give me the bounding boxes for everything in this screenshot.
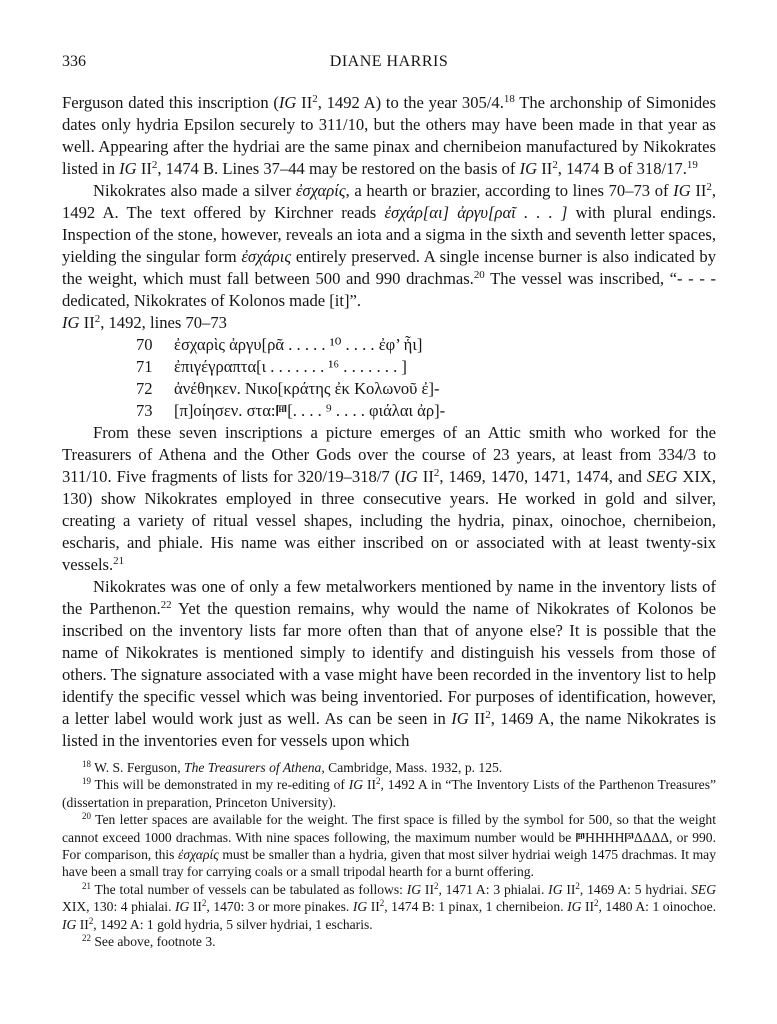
paragraph-4: Nikokrates was one of only a few metalworkers mentioned by name in the inventory lists of the Parthenon.$^{22}$ Yet the question remains, why would the name of Nikokrates of Kolonos be inscribed on the inventory lists far more often than that of anyone else? It is possible that the name of Nikokrates is mentioned simply to identify and distinguish his vessels from those of others. The signature associated with a vase might have been recorded in the inventory list to help identify the specific vessel which was being inventoried. For purposes of identification, however, a letter label would work just as well. As can be seen in IG $II^2$, 1469 A, the name Nikokrates is listed in the inventories even for vessels upon which bbox=[62, 577, 716, 750]
footnote-21: $^{21}$ The total number of vessels can be tabulated as follows: IG $II^2$, 1471 A: 3 phialai. IG $II^2$, 1469 A: 5 hydriai. SEG XIX, 130: 4 phialai. IG $II^2$, 1470: 3 or more pinakes. IG $II^2$, 1474 B: 1 pinax, 1 chernibeion. IG $II^2$, 1480 A: 1 oinochoe. IG $II^2$, 1492 A: 1 gold hydria, 5 silver hydriai, 1 escharis. bbox=[62, 880, 717, 932]
line-text: ἀνέθηκεν. Νικο[κράτης ἐκ Κολωνοῦ ἐ]- bbox=[174, 379, 440, 398]
running-head-author: DIANE HARRIS bbox=[329, 53, 449, 70]
inscription-line bbox=[62, 334, 716, 356]
footnote-ref-22[interactable]: 22 bbox=[160, 598, 172, 611]
footnote-22: $^{22}$ See above, footnote 3. bbox=[82, 933, 216, 950]
inscription-line bbox=[62, 356, 716, 378]
footnote-ref-20[interactable]: 20 bbox=[473, 268, 485, 281]
line-number: 70 bbox=[136, 335, 153, 354]
inscription-line bbox=[62, 400, 716, 422]
greek-word: ἐσχαρίς bbox=[178, 847, 219, 863]
page-number: 336 bbox=[62, 53, 86, 70]
footnote-20: $^{20}$ Ten letter spaces are available for the weight. The first space is filled by the symbol for 500, so that the weight cannot exceed 1000 drachmas. With nine spaces following, the maximum number would be 𐅅HHHH𐅄ΔΔΔΔ, or 990. For comparison, this ἐσχαρίς must be smaller than a hydria, given that most silver hydriai weigh 1475 drachmas. It may have been a small tray for carrying coals or a small tripodal hearth for a burnt offering. bbox=[62, 811, 716, 880]
footnote-ref-19[interactable]: 19 bbox=[686, 158, 698, 171]
main-text bbox=[62, 92, 716, 752]
inscription-line bbox=[62, 378, 716, 400]
greek-word: ἐσχάρις bbox=[241, 247, 292, 266]
line-number: 72 bbox=[136, 379, 153, 398]
footnote-19: $^{19}$ This will be demonstrated in my re-editing of IG $II^2$, 1492 A in “The Inventory Lists of the Parthenon Treasures” (dissertation in preparation, Princeton University). bbox=[62, 776, 717, 810]
line-number: 71 bbox=[136, 357, 153, 376]
footnote-ref-18[interactable]: 18 bbox=[503, 92, 515, 105]
line-text: ἐπιγέγραπτα[ι . . . . . . . ¹⁶ . . . . . . . ] bbox=[174, 357, 407, 376]
line-text: ἐσχαρὶς ἀργυ[ρᾶ . . . . . ¹⁰ . . . . ἐφ’ ἧι] bbox=[174, 335, 423, 354]
footnotes bbox=[62, 759, 716, 950]
paragraph-3: From these seven inscriptions a picture emerges of an Attic smith who worked for the Treasurers of Athena and the Other Gods over the course of 23 years, at least from 334/3 to 311/10. Five fragments of lists for 320/19–318/7 (IG $II^2$, 1469, 1470, 1471, 1474, and SEG XIX, 130) show Nikokrates employed in three consecutive years. He worked in gold and silver, creating a variety of ritual vessel shapes, including the hydria, pinax, oinochoe, chernibeion, escharis, and phiale. His name was either inscribed on or associated with at least twenty-six vessels.$^{21}$ bbox=[62, 423, 717, 574]
inscription-heading: IG $II^2$, 1492, lines 70–73 bbox=[62, 312, 227, 332]
footnote-18: $^{18}$ W. S. Ferguson, The Treasurers of Athena, Cambridge, Mass. 1932, p. 125. bbox=[82, 759, 503, 775]
greek-word: ἐσχάρ[αι] ἀργυ[ραῖ . . . ] bbox=[384, 203, 568, 222]
inscription-block bbox=[62, 334, 716, 422]
paragraph-1: Ferguson dated this inscription (IG $II^2$, 1492 A) to the year 305/4.18 The archonship of Simonides dates only hydria Epsilon securely to 311/10, but the others may have been made in that year as well. Appearing after the hydriai are the same pinax and chernibeion manufactured by Nikokrates listed in IG $II^2$, 1474 B. Lines 37–44 may be restored on the basis of IG $II^2$, 1474 B of 318/17.19 bbox=[62, 92, 716, 178]
paragraph-2: Nikokrates also made a silver ἐσχαρίς, a hearth or brazier, according to lines 70–73 of IG $II^2$, 1492 A. The text offered by Kirchner reads ἐσχάρ[αι] ἀργυ[ραῖ . . . ] with plural endings. Inspection of the stone, however, reveals an iota and a sigma in the sixth and seventh letter spaces, yielding the singular form ἐσχάρις entirely preserved. A single incense burner is also indicated by the weight, which must fall between 500 and 990 drachmas.$^{20}$ The vessel was inscribed, “- - - - dedicated, Nikokrates of Kolonos made [it]”. bbox=[62, 180, 717, 310]
line-number: 73 bbox=[136, 401, 153, 420]
line-text: [π]οίησεν. στα:𐅅[. . . . ⁹ . . . . φιάλαι ἀρ]- bbox=[174, 401, 446, 420]
footnote-ref-21[interactable]: 21 bbox=[113, 554, 125, 567]
running-head bbox=[62, 53, 716, 75]
greek-word: ἐσχαρίς bbox=[295, 181, 346, 200]
